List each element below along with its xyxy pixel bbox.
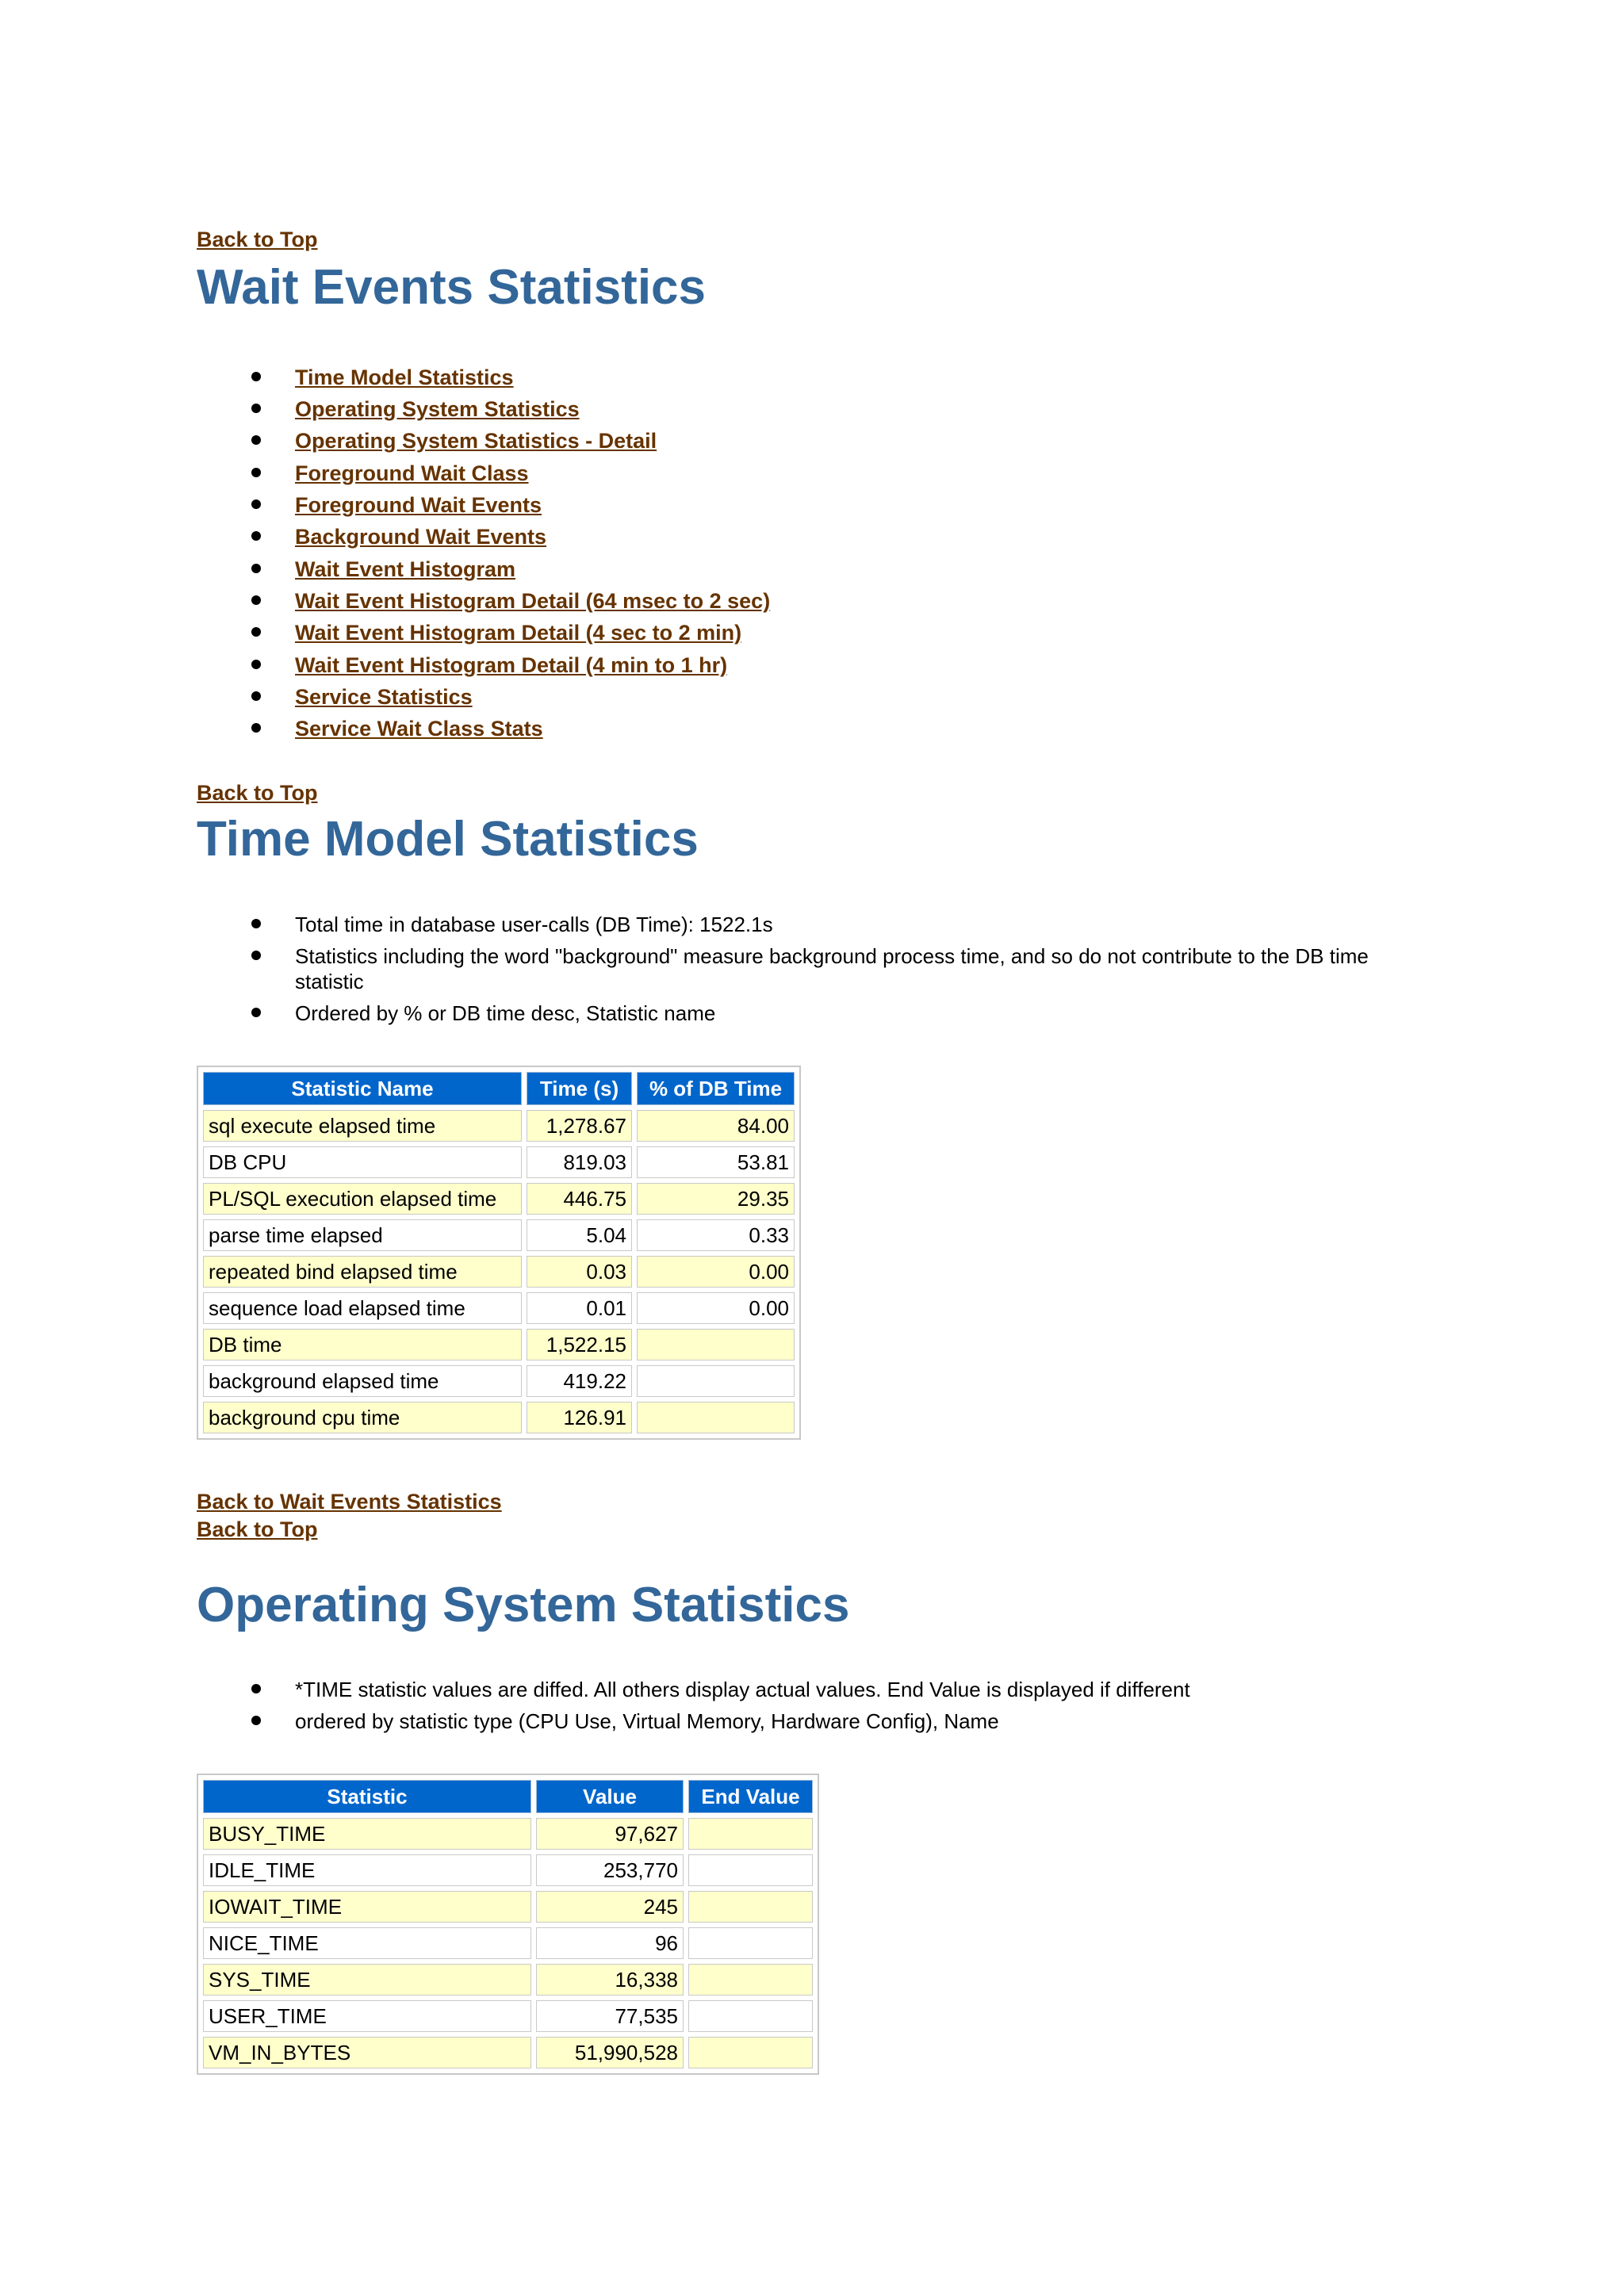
list-item bbox=[295, 524, 546, 549]
statistic-name-cell: background elapsed time bbox=[203, 1365, 522, 1397]
back-to-top-link[interactable]: Back to Top bbox=[197, 781, 318, 805]
link-operating-system-statistics[interactable]: Operating System Statistics bbox=[295, 397, 580, 421]
back-to-wait-events-link[interactable]: Back to Wait Events Statistics bbox=[197, 1490, 502, 1513]
column-header: Statistic Name bbox=[203, 1072, 522, 1105]
end-value-cell bbox=[688, 1854, 813, 1886]
os-statistics-table bbox=[197, 1774, 819, 2075]
bullet-icon bbox=[251, 919, 261, 928]
list-item bbox=[295, 396, 580, 422]
link-foreground-wait-events[interactable]: Foreground Wait Events bbox=[295, 493, 542, 517]
list-item bbox=[295, 492, 542, 518]
list-item bbox=[295, 652, 727, 678]
list-item bbox=[295, 365, 514, 390]
table-row bbox=[203, 1146, 795, 1178]
note-text: Statistics including the word "background" measure background process time, and so do not contribute to the DB time statistic bbox=[295, 944, 1369, 993]
bullet-icon bbox=[251, 691, 261, 701]
note-text: Ordered by % or DB time desc, Statistic name bbox=[295, 1001, 716, 1025]
table-row bbox=[203, 1402, 795, 1433]
time-cell: 1,278.67 bbox=[527, 1110, 632, 1142]
table-row bbox=[203, 1329, 795, 1360]
statistic-name-cell: parse time elapsed bbox=[203, 1219, 522, 1251]
end-value-cell bbox=[688, 1964, 813, 1996]
list-item bbox=[295, 912, 773, 937]
list-item bbox=[295, 557, 515, 582]
table-row bbox=[203, 1818, 813, 1850]
statistic-name-cell: sequence load elapsed time bbox=[203, 1292, 522, 1324]
list-item bbox=[295, 943, 1397, 994]
pct-db-time-cell bbox=[637, 1402, 795, 1433]
value-cell: 51,990,528 bbox=[536, 2037, 684, 2068]
time-cell: 1,522.15 bbox=[527, 1329, 632, 1360]
time-cell: 0.03 bbox=[527, 1256, 632, 1288]
column-header: End Value bbox=[688, 1780, 813, 1813]
statistic-name-cell: sql execute elapsed time bbox=[203, 1110, 522, 1142]
statistic-name-cell: PL/SQL execution elapsed time bbox=[203, 1183, 522, 1215]
bullet-icon bbox=[251, 1716, 261, 1725]
link-service-wait-class-stats[interactable]: Service Wait Class Stats bbox=[295, 717, 543, 740]
time-cell: 819.03 bbox=[527, 1146, 632, 1178]
table-row bbox=[203, 1183, 795, 1215]
note-text: *TIME statistic values are diffed. All others display actual values. End Value is displayed if different bbox=[295, 1678, 1190, 1701]
back-to-top-link[interactable]: Back to Top bbox=[197, 1517, 318, 1541]
time-cell: 126.91 bbox=[527, 1402, 632, 1433]
table-row bbox=[203, 2000, 813, 2032]
bullet-icon bbox=[251, 499, 261, 509]
pct-db-time-cell: 0.33 bbox=[637, 1219, 795, 1251]
bullet-icon bbox=[251, 951, 261, 960]
table-row bbox=[203, 1365, 795, 1397]
link-time-model-statistics[interactable]: Time Model Statistics bbox=[295, 365, 514, 389]
time-cell: 5.04 bbox=[527, 1219, 632, 1251]
table-row bbox=[203, 1219, 795, 1251]
pct-db-time-cell: 0.00 bbox=[637, 1292, 795, 1324]
link-histogram-detail-4sec[interactable]: Wait Event Histogram Detail (4 sec to 2 min) bbox=[295, 621, 742, 645]
bullet-icon bbox=[251, 531, 261, 541]
table-row bbox=[203, 2037, 813, 2068]
bullet-icon bbox=[251, 660, 261, 669]
statistic-name-cell: repeated bind elapsed time bbox=[203, 1256, 522, 1288]
os-statistics-title: Operating System Statistics bbox=[197, 1578, 850, 1632]
pct-db-time-cell: 0.00 bbox=[637, 1256, 795, 1288]
time-model-table bbox=[197, 1066, 801, 1440]
table-row bbox=[203, 1854, 813, 1886]
statistic-name-cell: DB time bbox=[203, 1329, 522, 1360]
pct-db-time-cell bbox=[637, 1365, 795, 1397]
bullet-icon bbox=[251, 372, 261, 381]
link-os-statistics-detail[interactable]: Operating System Statistics - Detail bbox=[295, 429, 657, 453]
column-header: Statistic bbox=[203, 1780, 531, 1813]
bullet-icon bbox=[251, 1008, 261, 1017]
time-cell: 0.01 bbox=[527, 1292, 632, 1324]
statistic-cell: IDLE_TIME bbox=[203, 1854, 531, 1886]
list-item bbox=[295, 1001, 715, 1026]
value-cell: 97,627 bbox=[536, 1818, 684, 1850]
link-background-wait-events[interactable]: Background Wait Events bbox=[295, 525, 547, 549]
list-item bbox=[295, 716, 543, 741]
end-value-cell bbox=[688, 1818, 813, 1850]
table-row bbox=[203, 1964, 813, 1996]
pct-db-time-cell: 84.00 bbox=[637, 1110, 795, 1142]
bullet-icon bbox=[251, 723, 261, 733]
value-cell: 16,338 bbox=[536, 1964, 684, 1996]
bullet-icon bbox=[251, 564, 261, 573]
statistic-cell: IOWAIT_TIME bbox=[203, 1891, 531, 1923]
list-item bbox=[295, 588, 770, 614]
wait-events-title: Wait Events Statistics bbox=[197, 260, 707, 315]
bullet-icon bbox=[251, 435, 261, 445]
link-histogram-detail-64msec[interactable]: Wait Event Histogram Detail (64 msec to 2 sec) bbox=[295, 589, 771, 613]
statistic-name-cell: background cpu time bbox=[203, 1402, 522, 1433]
link-service-statistics[interactable]: Service Statistics bbox=[295, 685, 473, 709]
note-text: Total time in database user-calls (DB Time): 1522.1s bbox=[295, 913, 773, 936]
back-to-top-link[interactable]: Back to Top bbox=[197, 228, 318, 251]
table-header-row bbox=[203, 1072, 795, 1105]
value-cell: 77,535 bbox=[536, 2000, 684, 2032]
statistic-cell: SYS_TIME bbox=[203, 1964, 531, 1996]
statistic-cell: NICE_TIME bbox=[203, 1927, 531, 1959]
bullet-icon bbox=[251, 627, 261, 637]
list-item bbox=[295, 684, 473, 710]
table-row bbox=[203, 1292, 795, 1324]
statistic-cell: BUSY_TIME bbox=[203, 1818, 531, 1850]
list-item bbox=[295, 1677, 1190, 1702]
bullet-icon bbox=[251, 404, 261, 413]
column-header: % of DB Time bbox=[637, 1072, 795, 1105]
value-cell: 96 bbox=[536, 1927, 684, 1959]
link-histogram-detail-4min[interactable]: Wait Event Histogram Detail (4 min to 1 hr) bbox=[295, 653, 728, 677]
time-cell: 419.22 bbox=[527, 1365, 632, 1397]
link-wait-event-histogram[interactable]: Wait Event Histogram bbox=[295, 557, 516, 581]
column-header: Value bbox=[536, 1780, 684, 1813]
list-item bbox=[295, 461, 529, 486]
table-row bbox=[203, 1927, 813, 1959]
note-text: ordered by statistic type (CPU Use, Virtual Memory, Hardware Config), Name bbox=[295, 1709, 999, 1733]
end-value-cell bbox=[688, 1891, 813, 1923]
time-cell: 446.75 bbox=[527, 1183, 632, 1215]
bullet-icon bbox=[251, 1684, 261, 1693]
value-cell: 253,770 bbox=[536, 1854, 684, 1886]
end-value-cell bbox=[688, 1927, 813, 1959]
table-row bbox=[203, 1110, 795, 1142]
time-model-title: Time Model Statistics bbox=[197, 812, 699, 867]
column-header: Time (s) bbox=[527, 1072, 632, 1105]
statistic-cell: USER_TIME bbox=[203, 2000, 531, 2032]
table-header-row bbox=[203, 1780, 813, 1813]
list-item bbox=[295, 1709, 999, 1734]
end-value-cell bbox=[688, 2000, 813, 2032]
list-item bbox=[295, 620, 741, 645]
pct-db-time-cell bbox=[637, 1329, 795, 1360]
table-row bbox=[203, 1891, 813, 1923]
link-foreground-wait-class[interactable]: Foreground Wait Class bbox=[295, 461, 529, 485]
value-cell: 245 bbox=[536, 1891, 684, 1923]
statistic-name-cell: DB CPU bbox=[203, 1146, 522, 1178]
pct-db-time-cell: 53.81 bbox=[637, 1146, 795, 1178]
statistic-cell: VM_IN_BYTES bbox=[203, 2037, 531, 2068]
table-row bbox=[203, 1256, 795, 1288]
bullet-icon bbox=[251, 595, 261, 605]
pct-db-time-cell: 29.35 bbox=[637, 1183, 795, 1215]
end-value-cell bbox=[688, 2037, 813, 2068]
bullet-icon bbox=[251, 468, 261, 477]
list-item bbox=[295, 428, 657, 453]
